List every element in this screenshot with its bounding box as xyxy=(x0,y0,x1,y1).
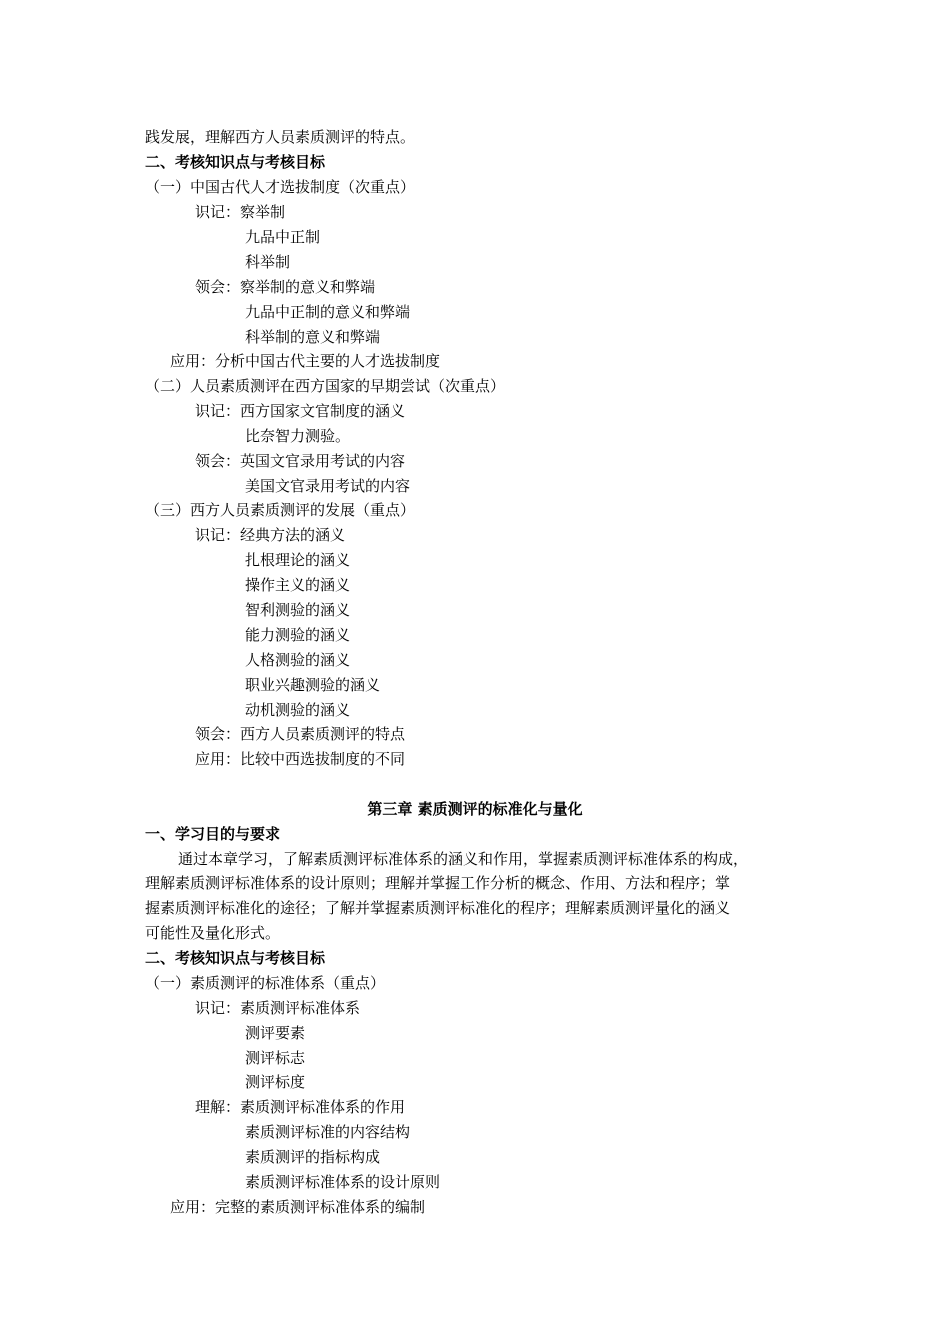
text-line: 九品中正制的意义和弊端 xyxy=(245,303,411,321)
text-line: 人格测验的涵义 xyxy=(245,651,351,669)
section-heading: 二、考核知识点与考核目标 xyxy=(145,153,326,171)
text-line: 应用：分析中国古代主要的人才选拔制度 xyxy=(170,352,441,370)
text-line: 测评标度 xyxy=(245,1073,306,1091)
text-line: 素质测评的指标构成 xyxy=(245,1148,381,1166)
text-line: 识记：西方国家文官制度的涵义 xyxy=(195,402,406,420)
text-line: 智利测验的涵义 xyxy=(245,601,351,619)
text-line: 美国文官录用考试的内容 xyxy=(245,477,411,495)
text-line: 应用：比较中西选拔制度的不同 xyxy=(195,750,406,768)
text-line: 应用：完整的素质测评标准体系的编制 xyxy=(170,1198,426,1216)
chapter-title: 第三章 素质测评的标准化与量化 xyxy=(367,800,583,818)
text-line: 践发展，理解西方人员素质测评的特点。 xyxy=(145,128,416,146)
text-line: 识记：素质测评标准体系 xyxy=(195,999,361,1017)
paragraph-line: 可能性及量化形式。 xyxy=(145,924,281,942)
section-heading: 一、学习目的与要求 xyxy=(145,825,281,843)
subsection-heading: （三）西方人员素质测评的发展（重点） xyxy=(145,501,416,519)
text-line: 科举制的意义和弊端 xyxy=(245,328,381,346)
text-line: 领会：英国文官录用考试的内容 xyxy=(195,452,406,470)
text-line: 科举制 xyxy=(245,253,291,271)
text-line: 扎根理论的涵义 xyxy=(245,551,351,569)
text-line: 识记：经典方法的涵义 xyxy=(195,526,346,544)
text-line: 领会：察举制的意义和弊端 xyxy=(195,278,376,296)
subsection-heading: （一）中国古代人才选拔制度（次重点） xyxy=(145,178,416,196)
section-heading: 二、考核知识点与考核目标 xyxy=(145,949,326,967)
text-line: 测评要素 xyxy=(245,1024,306,1042)
text-line: 比奈智力测验。 xyxy=(245,427,351,445)
text-line: 素质测评标准体系的设计原则 xyxy=(245,1173,441,1191)
text-line: 操作主义的涵义 xyxy=(245,576,351,594)
text-line: 素质测评标准的内容结构 xyxy=(245,1123,411,1141)
subsection-heading: （二）人员素质测评在西方国家的早期尝试（次重点） xyxy=(145,377,506,395)
text-line: 职业兴趣测验的涵义 xyxy=(245,676,381,694)
paragraph-line: 通过本章学习，了解素质测评标准体系的涵义和作用，掌握素质测评标准体系的构成， xyxy=(178,850,749,868)
text-line: 九品中正制 xyxy=(245,228,321,246)
text-line: 动机测验的涵义 xyxy=(245,701,351,719)
text-line: 识记：察举制 xyxy=(195,203,286,221)
text-line: 测评标志 xyxy=(245,1049,306,1067)
text-line: 领会：西方人员素质测评的特点 xyxy=(195,725,406,743)
text-line: 理解：素质测评标准体系的作用 xyxy=(195,1098,406,1116)
paragraph-line: 握素质测评标准化的途径；了解并掌握素质测评标准化的程序；理解素质测评量化的涵义 xyxy=(145,899,731,917)
paragraph-line: 理解素质测评标准体系的设计原则；理解并掌握工作分析的概念、作用、方法和程序；掌 xyxy=(145,874,731,892)
subsection-heading: （一）素质测评的标准体系（重点） xyxy=(145,974,386,992)
text-line: 能力测验的涵义 xyxy=(245,626,351,644)
